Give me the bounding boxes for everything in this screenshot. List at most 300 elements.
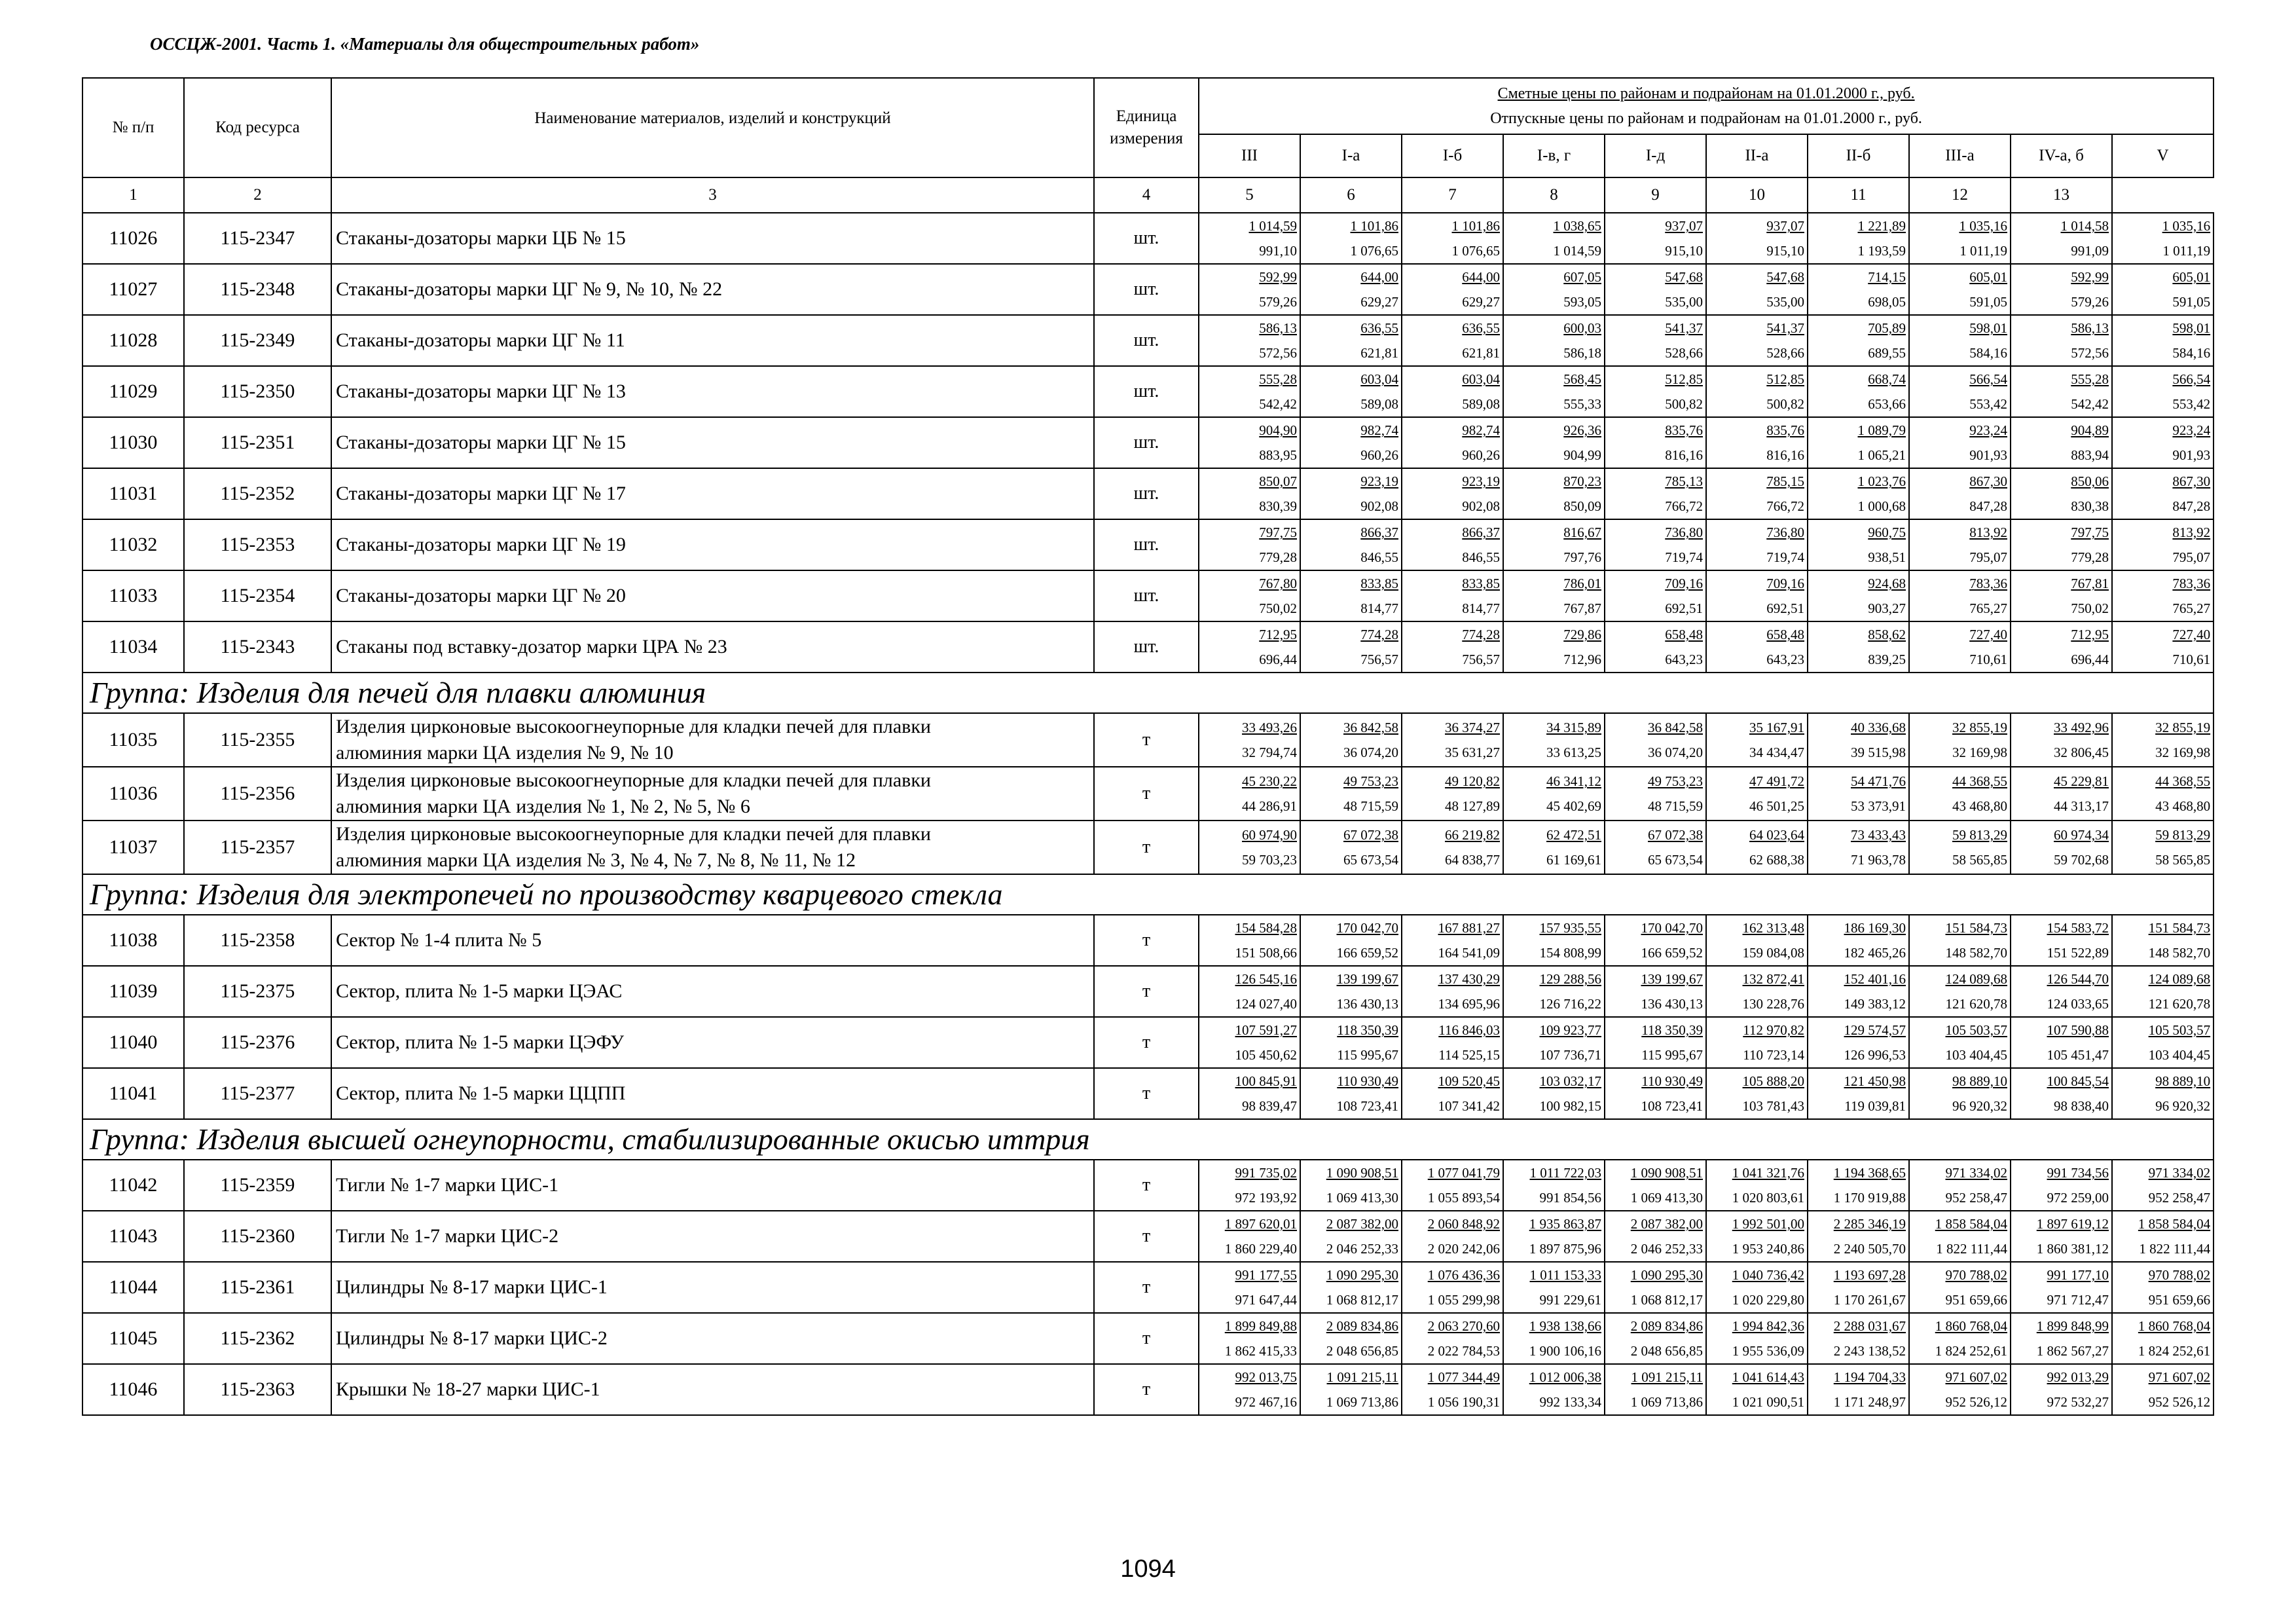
selling-price: 1 822 111,44 <box>1936 1241 2007 1257</box>
estimated-price: 1 858 584,04 <box>1935 1216 2007 1232</box>
price-cell <box>1605 366 1706 417</box>
estimated-price: 786,01 <box>1563 576 1601 591</box>
price-cell <box>1706 767 1808 821</box>
estimated-price: 991 735,02 <box>1235 1165 1297 1181</box>
price-cell <box>1706 213 1808 264</box>
selling-price: 756,57 <box>1462 652 1500 667</box>
region-header: IV-а, б <box>2011 134 2112 177</box>
estimated-price: 867,30 <box>2172 473 2211 489</box>
table-row <box>82 213 2214 264</box>
price-cell <box>2112 1364 2214 1415</box>
estimated-price: 170 042,70 <box>1641 920 1703 936</box>
estimated-price: 1 899 848,99 <box>2036 1318 2109 1334</box>
estimated-price: 605,01 <box>2172 269 2211 285</box>
estimated-price: 49 753,23 <box>1343 773 1398 789</box>
estimated-price: 32 855,19 <box>2155 720 2211 735</box>
price-cell <box>1605 1068 1706 1119</box>
estimated-price: 40 336,68 <box>1851 720 1906 735</box>
selling-price: 124 027,40 <box>1235 996 1297 1012</box>
estimated-price: 1 938 138,66 <box>1529 1318 1601 1334</box>
material-name <box>331 315 1094 366</box>
price-cell <box>1503 468 1605 519</box>
estimated-price: 2 089 834,86 <box>1630 1318 1703 1334</box>
price-cell <box>1909 417 2011 468</box>
price-cell <box>2011 713 2112 767</box>
price-cell <box>2011 417 2112 468</box>
estimated-price: 598,01 <box>2172 320 2211 336</box>
selling-price: 584,16 <box>2172 345 2211 361</box>
price-cell <box>1402 417 1503 468</box>
selling-price: 903,27 <box>1868 600 1906 616</box>
resource-code: 115-2350 <box>184 366 331 417</box>
estimated-price: 774,28 <box>1360 627 1398 642</box>
selling-price: 643,23 <box>1766 652 1804 667</box>
estimated-price: 636,55 <box>1462 320 1500 336</box>
price-cell <box>1808 621 1909 673</box>
estimated-price: 592,99 <box>2071 269 2109 285</box>
selling-price: 952 258,47 <box>1945 1190 2007 1206</box>
resource-code: 115-2375 <box>184 966 331 1017</box>
price-cell <box>1199 621 1300 673</box>
selling-price: 696,44 <box>1259 652 1297 667</box>
price-cell <box>2011 966 2112 1017</box>
price-cell <box>1808 213 1909 264</box>
price-cell <box>1199 366 1300 417</box>
estimated-price: 2 288 031,67 <box>1833 1318 1906 1334</box>
row-number: 11034 <box>82 621 184 673</box>
estimated-price: 600,03 <box>1563 320 1601 336</box>
price-cell <box>1909 468 2011 519</box>
price-cell <box>1199 713 1300 767</box>
material-name-line: Сектор, плита № 1-5 марки ЦЭФУ <box>336 1031 625 1053</box>
group-title: Группа: Изделия для электропечей по производству кварцевого стекла <box>82 874 2214 915</box>
estimated-price: 991 177,10 <box>2047 1267 2109 1283</box>
estimated-price: 126 544,70 <box>2047 971 2109 987</box>
table-row <box>82 570 2214 621</box>
table-row <box>82 915 2214 966</box>
estimated-price: 904,89 <box>2071 422 2109 438</box>
selling-price: 991,09 <box>2071 243 2109 259</box>
selling-price: 883,95 <box>1259 447 1297 463</box>
estimated-price: 151 584,73 <box>1945 920 2007 936</box>
price-cell <box>1605 315 1706 366</box>
material-name <box>331 519 1094 570</box>
price-cell <box>1706 570 1808 621</box>
selling-price: 553,42 <box>2172 396 2211 412</box>
price-cell <box>1605 519 1706 570</box>
price-cell <box>2011 1017 2112 1068</box>
price-cell <box>1909 966 2011 1017</box>
selling-price: 2 048 656,85 <box>1326 1343 1398 1359</box>
price-cell <box>2112 713 2214 767</box>
selling-price: 1 014,59 <box>1553 243 1601 259</box>
price-cell <box>1808 1313 1909 1364</box>
estimated-price: 44 368,55 <box>2155 773 2211 789</box>
selling-price: 572,56 <box>1259 345 1297 361</box>
selling-price: 816,16 <box>1665 447 1703 463</box>
material-name-line: Цилиндры № 8-17 марки ЦИС-1 <box>336 1276 608 1298</box>
estimated-price: 35 167,91 <box>1749 720 1804 735</box>
price-cell <box>1402 264 1503 315</box>
material-name-line: Тигли № 1-7 марки ЦИС-2 <box>336 1225 559 1247</box>
selling-price: 750,02 <box>1259 600 1297 616</box>
price-cell <box>1909 366 2011 417</box>
estimated-price: 34 315,89 <box>1546 720 1601 735</box>
row-number: 11028 <box>82 315 184 366</box>
header-prices-estimated: Сметные цены по районам и подрайонам на 01.01.2000 г., руб. <box>1497 85 1915 102</box>
price-cell <box>1706 821 1808 874</box>
selling-price: 797,76 <box>1563 549 1601 565</box>
unit: шт. <box>1094 519 1199 570</box>
estimated-price: 167 881,27 <box>1438 920 1500 936</box>
selling-price: 689,55 <box>1868 345 1906 361</box>
price-cell <box>2011 366 2112 417</box>
selling-price: 1 824 252,61 <box>2138 1343 2211 1359</box>
estimated-price: 162 313,48 <box>1742 920 1804 936</box>
price-cell <box>1402 966 1503 1017</box>
material-name <box>331 713 1094 767</box>
material-name <box>331 417 1094 468</box>
price-cell <box>2112 519 2214 570</box>
resource-code: 115-2376 <box>184 1017 331 1068</box>
estimated-price: 774,28 <box>1462 627 1500 642</box>
estimated-price: 46 341,12 <box>1546 773 1601 789</box>
price-cell <box>2112 915 2214 966</box>
estimated-price: 67 072,38 <box>1648 827 1703 843</box>
selling-price: 972 259,00 <box>2047 1190 2109 1206</box>
selling-price: 756,57 <box>1360 652 1398 667</box>
resource-code: 115-2356 <box>184 767 331 821</box>
resource-code: 115-2361 <box>184 1262 331 1313</box>
selling-price: 103 404,45 <box>2148 1047 2211 1063</box>
selling-price: 1 069 713,86 <box>1630 1394 1703 1410</box>
selling-price: 584,16 <box>1969 345 2007 361</box>
price-cell <box>1605 1262 1706 1313</box>
price-cell <box>1402 1313 1503 1364</box>
price-cell <box>1300 713 1402 767</box>
estimated-price: 118 350,39 <box>1641 1022 1703 1038</box>
price-cell <box>1402 1068 1503 1119</box>
selling-price: 71 963,78 <box>1851 852 1906 868</box>
material-name <box>331 366 1094 417</box>
estimated-price: 1 040 736,42 <box>1732 1267 1804 1283</box>
estimated-price: 904,90 <box>1259 422 1297 438</box>
estimated-price: 1 012 006,38 <box>1529 1369 1601 1385</box>
estimated-price: 607,05 <box>1563 269 1601 285</box>
price-cell <box>2011 1262 2112 1313</box>
price-cell <box>1199 570 1300 621</box>
header-prices-selling: Отпускные цены по районам и подрайонам на 01.01.2000 г., руб. <box>1490 110 1922 127</box>
row-number: 11041 <box>82 1068 184 1119</box>
price-cell <box>1808 821 1909 874</box>
unit: т <box>1094 1068 1199 1119</box>
selling-price: 114 525,15 <box>1438 1047 1500 1063</box>
price-cell <box>1503 417 1605 468</box>
selling-price: 121 620,78 <box>1945 996 2007 1012</box>
selling-price: 33 613,25 <box>1546 745 1601 760</box>
estimated-price: 850,07 <box>1259 473 1297 489</box>
price-cell <box>1300 570 1402 621</box>
selling-price: 779,28 <box>2071 549 2109 565</box>
selling-price: 96 920,32 <box>1952 1098 2007 1114</box>
selling-price: 991 229,61 <box>1539 1292 1601 1308</box>
selling-price: 766,72 <box>1665 498 1703 514</box>
selling-price: 59 703,23 <box>1242 852 1297 868</box>
estimated-price: 60 974,90 <box>1242 827 1297 843</box>
selling-price: 653,66 <box>1868 396 1906 412</box>
selling-price: 103 404,45 <box>1945 1047 2007 1063</box>
estimated-price: 937,07 <box>1665 218 1703 234</box>
price-cell <box>1503 213 1605 264</box>
selling-price: 58 565,85 <box>1952 852 2007 868</box>
selling-price: 126 716,22 <box>1539 996 1601 1012</box>
price-cell <box>1605 1364 1706 1415</box>
price-cell <box>1199 1160 1300 1211</box>
price-cell <box>1300 915 1402 966</box>
estimated-price: 2 089 834,86 <box>1326 1318 1398 1334</box>
estimated-price: 833,85 <box>1360 576 1398 591</box>
price-cell <box>2011 1364 2112 1415</box>
estimated-price: 644,00 <box>1360 269 1398 285</box>
header-code: Код ресурса <box>184 78 331 177</box>
selling-price: 164 541,09 <box>1438 945 1500 961</box>
selling-price: 44 286,91 <box>1242 798 1297 814</box>
selling-price: 151 508,66 <box>1235 945 1297 961</box>
price-cell <box>1503 915 1605 966</box>
estimated-price: 924,68 <box>1868 576 1906 591</box>
selling-price: 643,23 <box>1665 652 1703 667</box>
selling-price: 1 000,68 <box>1857 498 1906 514</box>
estimated-price: 705,89 <box>1868 320 1906 336</box>
material-name <box>331 1068 1094 1119</box>
column-number: 4 <box>1094 177 1199 213</box>
material-name-line: Сектор № 1-4 плита № 5 <box>336 929 542 951</box>
selling-price: 1 862 415,33 <box>1224 1343 1297 1359</box>
estimated-price: 992 013,75 <box>1235 1369 1297 1385</box>
estimated-price: 151 584,73 <box>2148 920 2211 936</box>
estimated-price: 858,62 <box>1868 627 1906 642</box>
price-cell <box>1300 1262 1402 1313</box>
estimated-price: 100 845,54 <box>2047 1073 2109 1089</box>
selling-price: 136 430,13 <box>1336 996 1398 1012</box>
estimated-price: 59 813,29 <box>2155 827 2211 843</box>
estimated-price: 555,28 <box>1259 371 1297 387</box>
resource-code: 115-2360 <box>184 1211 331 1262</box>
estimated-price: 736,80 <box>1665 525 1703 540</box>
material-name-line: Стаканы-дозаторы марки ЦГ № 15 <box>336 432 626 453</box>
estimated-price: 835,76 <box>1665 422 1703 438</box>
price-cell <box>1706 1017 1808 1068</box>
selling-price: 542,42 <box>1259 396 1297 412</box>
selling-price: 972 532,27 <box>2047 1394 2109 1410</box>
estimated-price: 103 032,17 <box>1539 1073 1601 1089</box>
price-cell <box>2011 821 2112 874</box>
price-cell <box>1300 264 1402 315</box>
estimated-price: 971 607,02 <box>2148 1369 2211 1385</box>
selling-price: 96 920,32 <box>2155 1098 2211 1114</box>
region-header: I-в, г <box>1503 134 1605 177</box>
selling-price: 960,26 <box>1360 447 1398 463</box>
estimated-price: 785,13 <box>1665 473 1703 489</box>
resource-code: 115-2354 <box>184 570 331 621</box>
estimated-price: 970 788,02 <box>1945 1267 2007 1283</box>
selling-price: 579,26 <box>1259 294 1297 310</box>
estimated-price: 512,85 <box>1665 371 1703 387</box>
resource-code: 115-2343 <box>184 621 331 673</box>
selling-price: 765,27 <box>1969 600 2007 616</box>
estimated-price: 727,40 <box>1969 627 2007 642</box>
selling-price: 629,27 <box>1360 294 1398 310</box>
table-row <box>82 1313 2214 1364</box>
price-cell <box>1402 213 1503 264</box>
selling-price: 952 258,47 <box>2148 1190 2211 1206</box>
price-cell <box>2011 570 2112 621</box>
resource-code: 115-2349 <box>184 315 331 366</box>
column-number: 11 <box>1808 177 1909 213</box>
material-name <box>331 1160 1094 1211</box>
estimated-price: 736,80 <box>1766 525 1804 540</box>
estimated-price: 129 288,56 <box>1539 971 1601 987</box>
selling-price: 166 659,52 <box>1336 945 1398 961</box>
price-cell <box>2112 821 2214 874</box>
estimated-price: 1 858 584,04 <box>2138 1216 2211 1232</box>
price-cell <box>1706 1313 1808 1364</box>
selling-price: 750,02 <box>2071 600 2109 616</box>
price-cell <box>1909 621 2011 673</box>
price-cell <box>1503 621 1605 673</box>
estimated-price: 33 493,26 <box>1242 720 1297 735</box>
estimated-price: 835,76 <box>1766 422 1804 438</box>
estimated-price: 982,74 <box>1462 422 1500 438</box>
column-number: 2 <box>184 177 331 213</box>
unit: т <box>1094 1160 1199 1211</box>
selling-price: 1 020 803,61 <box>1732 1190 1804 1206</box>
estimated-price: 186 169,30 <box>1844 920 1906 936</box>
selling-price: 971 712,47 <box>2047 1292 2109 1308</box>
selling-price: 579,26 <box>2071 294 2109 310</box>
selling-price: 850,09 <box>1563 498 1601 514</box>
selling-price: 1 193,59 <box>1857 243 1906 259</box>
estimated-price: 566,54 <box>2172 371 2211 387</box>
price-cell <box>1706 1211 1808 1262</box>
unit: т <box>1094 1313 1199 1364</box>
estimated-price: 1 860 768,04 <box>1935 1318 2007 1334</box>
selling-price: 1 822 111,44 <box>2139 1241 2211 1257</box>
price-cell <box>1402 1017 1503 1068</box>
estimated-price: 98 889,10 <box>2155 1073 2211 1089</box>
selling-price: 1 860 381,12 <box>2036 1241 2109 1257</box>
price-cell <box>2011 264 2112 315</box>
selling-price: 1 055 299,98 <box>1427 1292 1500 1308</box>
selling-price: 48 715,59 <box>1343 798 1398 814</box>
price-cell <box>1909 767 2011 821</box>
material-name <box>331 1364 1094 1415</box>
selling-price: 1 069 413,30 <box>1326 1190 1398 1206</box>
price-cell <box>1706 417 1808 468</box>
selling-price: 32 169,98 <box>1952 745 2007 760</box>
selling-price: 555,33 <box>1563 396 1601 412</box>
price-cell <box>1808 767 1909 821</box>
estimated-price: 850,06 <box>2071 473 2109 489</box>
estimated-price: 923,19 <box>1462 473 1500 489</box>
estimated-price: 714,15 <box>1868 269 1906 285</box>
price-cell <box>1909 821 2011 874</box>
selling-price: 1 020 229,80 <box>1732 1292 1804 1308</box>
selling-price: 32 794,74 <box>1242 745 1297 760</box>
price-cell <box>1808 1068 1909 1119</box>
estimated-price: 154 583,72 <box>2047 920 2109 936</box>
estimated-price: 33 492,96 <box>2054 720 2109 735</box>
estimated-price: 124 089,68 <box>2148 971 2211 987</box>
row-number: 11029 <box>82 366 184 417</box>
estimated-price: 1 091 215,11 <box>1326 1369 1398 1385</box>
unit: шт. <box>1094 570 1199 621</box>
row-number: 11042 <box>82 1160 184 1211</box>
price-cell <box>1300 1017 1402 1068</box>
resource-code: 115-2347 <box>184 213 331 264</box>
price-cell <box>1503 1313 1605 1364</box>
estimated-price: 1 101,86 <box>1350 218 1398 234</box>
row-number: 11039 <box>82 966 184 1017</box>
selling-price: 528,66 <box>1665 345 1703 361</box>
estimated-price: 668,74 <box>1868 371 1906 387</box>
selling-price: 103 781,43 <box>1742 1098 1804 1114</box>
price-cell <box>1808 519 1909 570</box>
estimated-price: 971 334,02 <box>1945 1165 2007 1181</box>
estimated-price: 992 013,29 <box>2047 1369 2109 1385</box>
selling-price: 39 515,98 <box>1851 745 1906 760</box>
selling-price: 43 468,80 <box>1952 798 2007 814</box>
price-cell <box>1402 713 1503 767</box>
resource-code: 115-2363 <box>184 1364 331 1415</box>
selling-price: 779,28 <box>1259 549 1297 565</box>
price-cell <box>1808 1262 1909 1313</box>
selling-price: 182 465,26 <box>1844 945 1906 961</box>
estimated-price: 991 177,55 <box>1235 1267 1297 1283</box>
selling-price: 121 620,78 <box>2148 996 2211 1012</box>
selling-price: 43 468,80 <box>2155 798 2211 814</box>
selling-price: 572,56 <box>2071 345 2109 361</box>
selling-price: 500,82 <box>1665 396 1703 412</box>
selling-price: 846,55 <box>1462 549 1500 565</box>
estimated-price: 129 574,57 <box>1844 1022 1906 1038</box>
selling-price: 902,08 <box>1462 498 1500 514</box>
estimated-price: 107 590,88 <box>2047 1022 2109 1038</box>
unit: шт. <box>1094 417 1199 468</box>
estimated-price: 116 846,03 <box>1438 1022 1500 1038</box>
material-name-line: Цилиндры № 8-17 марки ЦИС-2 <box>336 1327 608 1349</box>
selling-price: 992 133,34 <box>1539 1394 1601 1410</box>
price-cell <box>1300 417 1402 468</box>
price-cell <box>1706 264 1808 315</box>
row-number: 11032 <box>82 519 184 570</box>
estimated-price: 1 897 619,12 <box>2036 1216 2109 1232</box>
estimated-price: 107 591,27 <box>1235 1022 1297 1038</box>
column-number: 7 <box>1402 177 1503 213</box>
material-name <box>331 1017 1094 1068</box>
material-name <box>331 1211 1094 1262</box>
selling-price: 1 076,65 <box>1350 243 1398 259</box>
material-name-line: Стаканы-дозаторы марки ЦГ № 11 <box>336 329 625 351</box>
selling-price: 719,74 <box>1665 549 1703 565</box>
estimated-price: 1 194 704,33 <box>1833 1369 1906 1385</box>
price-cell <box>2112 570 2214 621</box>
selling-price: 159 084,08 <box>1742 945 1804 961</box>
estimated-price: 960,75 <box>1868 525 1906 540</box>
region-header: V <box>2112 134 2214 177</box>
page-number: 1094 <box>1120 1555 1176 1583</box>
estimated-price: 157 935,55 <box>1539 920 1601 936</box>
